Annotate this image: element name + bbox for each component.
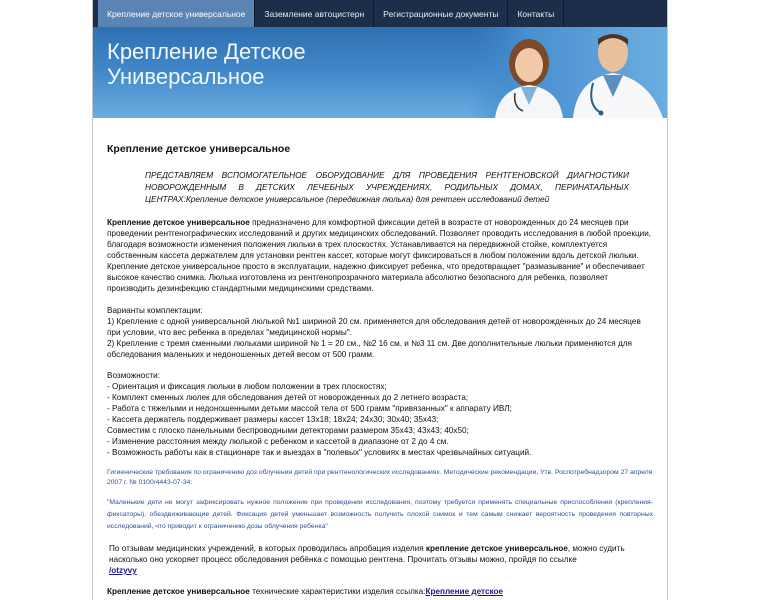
banner-title-line2: Универсальное: [107, 64, 265, 89]
hygiene-reference: Гигиенические требования по ограничению доз облучения детей при рентгенологических исследованиях. Методические рекомендации, Утв. Роспотребнадзором 27 апреля 2007 г. № 0100/4443-07-34:: [107, 469, 653, 486]
page-title: Крепление детское универсальное: [107, 143, 291, 155]
hygiene-quote: "Маленькие дети не могут зафиксировать нужное положение при проведении исследования, поэтому требуется применять специальные приспособления (крепления-фиксаторы), обездвиживающие детей. Фиксация детей уменьшает возможность получить плохой снимок и тем самым снижает вероятность проведения повторных исследований, что приводит к ограничению дозы облучения ребенка": [107, 499, 653, 530]
description-paragraph: [107, 217, 653, 294]
intro-text: [145, 169, 629, 205]
feature-item: Совместим с плоско панельными беспроводными детекторами размером 35х43; 43х43; 40х50;: [107, 426, 469, 435]
features-title: Возможности:: [107, 371, 161, 380]
banner-title-line1: Крепление Детское: [107, 39, 306, 64]
feature-item: - Изменение расстояния между люлькой с ребенком и кассетой в диапазоне от 2 до 4 см.: [107, 437, 449, 446]
description-text: предназначено для комфортной фиксации детей в возрасте от новорожденных до 24 месяцев при проведении рентгенографических исследований и других медицинских обследований. Позволяет проводить исследования в любой проекции, благодаря возможности изменения положения люльки в трех плоскостях. Устанавливается на передвижной стойке, комплектуется собственным кассета держателем для установки рентген кассет, которые могут фиксироваться в любом положении вдоль детской люльки. Крепление детское универсальное просто в эксплуатации, надежно фиксирует ребенка, что предотвращает "размазывание" и обеспечивает высокое качество снимка. Люлька изготовлена из рентгенопрозрачного материала абсолютно безопасного для ребенка, позволяет производить дезинфекцию стандартными медицинскими средствами.: [107, 218, 652, 293]
feature-item: - Ориентация и фиксация люльки в любом положении в трех плоскостях;: [107, 382, 387, 391]
nav-item-grounding[interactable]: Заземление автоцистерн: [255, 0, 374, 27]
feature-item: - Кассета держатель поддерживает размеры кассет 13х18; 18х24; 24х30; 30х40; 35х43;: [107, 415, 439, 424]
review-pre: По отзывам медицинских учреждений, в которых проводилась апробация изделия: [109, 544, 426, 553]
header-banner: [93, 27, 667, 118]
reviews-link[interactable]: /otzyvy: [109, 566, 137, 575]
specs-link[interactable]: Крепление детское: [425, 587, 504, 596]
page-container: [92, 0, 668, 600]
reviews-paragraph: [107, 543, 653, 576]
review-bold: крепление детское универсальное: [425, 544, 568, 553]
variants-title: Варианты комплектации:: [107, 306, 203, 315]
nav-item-child-holder[interactable]: Крепление детское универсальное: [98, 0, 255, 27]
review-post: , можно судить насколько оно ускоряет процесс обследования ребёнка с помощью рентгена. Прочитать отзывы можно, пройдя по ссылке: [109, 544, 625, 564]
specs-bold: Крепление детское универсальное: [107, 587, 250, 596]
nav-item-contacts[interactable]: Контакты: [508, 0, 564, 27]
feature-item: - Работа с тяжелыми и недоношенными детьми массой тела от 500 грамм "привязанных" к аппарату ИВЛ;: [107, 404, 512, 413]
doctors-photo: [467, 27, 667, 118]
intro-caps: ПРЕДСТАВЛЯЕМ ВСПОМОГАТЕЛЬНОЕ ОБОРУДОВАНИЕ ДЛЯ ПРОВЕДЕНИЯ РЕНТГЕНОВСКОЙ ДИАГНОСТИКИ НОВОРОЖДЕННЫМ В ДЕТСКИХ ЛЕЧЕБНЫХ УЧРЕЖДЕНИЯХ, РОДИЛЬНЫХ ДОМАХ, ПЕРИНАТАЛЬНЫХ ЦЕНТРАХ:: [145, 170, 629, 204]
variant-1: 1) Крепление с одной универсальной люлькой №1 шириной 20 см. применяется для обследования детей от новорожденных до 24 месяцев при условии, что вес ребенка в пределах "медицинской нормы".: [107, 317, 641, 337]
feature-item: - Комплект сменных люлек для обследования детей от новорожденных до 2 летнего возраста;: [107, 393, 469, 402]
main-content: [93, 118, 667, 597]
specs-line: [107, 586, 653, 597]
specs-text: технические характеристики изделия ссылка:: [249, 587, 426, 596]
description-bold: Крепление детское универсальное: [107, 218, 250, 227]
banner-title: [107, 39, 306, 89]
variant-2: 2) Крепление с тремя сменными люльками шириной № 1 = 20 см., №2 16 см. и №3 11 см. Две дополнительные люльки применяются для обследования маленьких и недоношенных детей весом от 500 грамм.: [107, 339, 632, 359]
feature-item: - Возможность работы как в стационаре так и выездах в "полевых" условиях в местах чрезвычайных ситуаций.: [107, 448, 532, 457]
top-navigation: [93, 0, 667, 27]
intro-tail: Крепление детское универсальное (передвижная люлька) для рентген исследований детей: [185, 194, 550, 204]
nav-item-registration-docs[interactable]: Регистрационные документы: [374, 0, 508, 27]
